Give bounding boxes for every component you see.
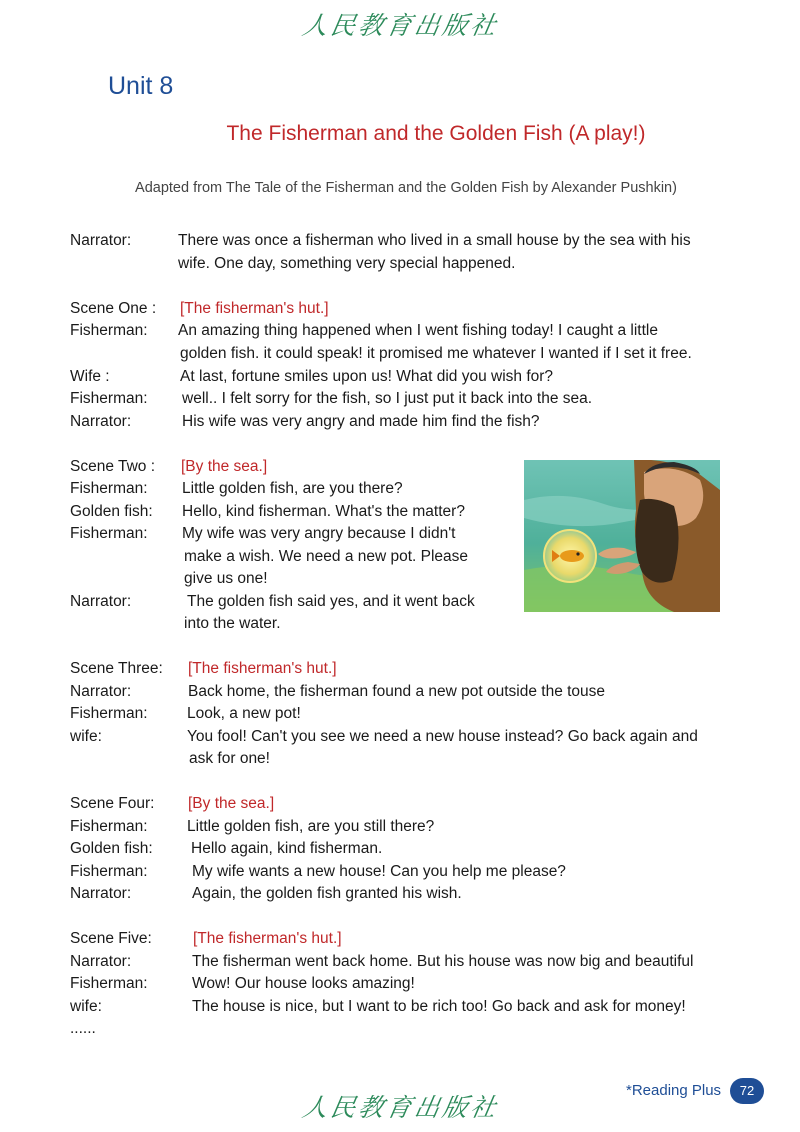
dialogue-text: There was once a fisherman who lived in a small house by the sea with his	[178, 232, 691, 249]
speaker-label: Fisherman:	[70, 863, 148, 880]
dialogue-text: well.. I felt sorry for the fish, so I just put it back into the sea.	[182, 390, 593, 407]
fisherman-illustration	[524, 460, 720, 612]
dialogue-text: An amazing thing happened when I went fishing today! I caught a little	[178, 322, 658, 339]
scene-label: Scene Four:	[70, 795, 155, 812]
dialogue-text: Wow! Our house looks amazing!	[192, 975, 415, 992]
speaker-label: ......	[70, 1020, 96, 1037]
scene-label: Scene Two :	[70, 458, 156, 475]
dialogue-text: Little golden fish, are you still there?	[187, 818, 435, 835]
speaker-label: Fisherman:	[70, 322, 148, 339]
dialogue-text: Look, a new pot!	[187, 705, 301, 722]
speaker-label: wife:	[70, 998, 102, 1015]
dialogue-text: Again, the golden fish granted his wish.	[192, 885, 462, 902]
publisher-logo-bottom	[288, 1088, 513, 1128]
speaker-label: Narrator:	[70, 683, 132, 700]
dialogue-text: ask for one!	[189, 750, 270, 767]
dialogue-text: The fisherman went back home. But his house was now big and beautiful	[192, 953, 694, 970]
stage-direction: [By the sea.]	[188, 795, 275, 812]
stage-direction: [The fisherman's hut.]	[188, 660, 337, 677]
dialogue-text: golden fish. it could speak! it promised me whatever I wanted if I set it free.	[180, 345, 692, 362]
dialogue-text: Back home, the fisherman found a new pot outside the touse	[188, 683, 606, 700]
dialogue-text: At last, fortune smiles upon us! What did you wish for?	[180, 368, 554, 385]
scene-label: Scene Three:	[70, 660, 163, 677]
dialogue-text: My wife was very angry because I didn't	[182, 525, 456, 542]
stage-direction: [By the sea.]	[181, 458, 268, 475]
dialogue-text: Little golden fish, are you there?	[182, 480, 403, 497]
dialogue-text: make a wish. We need a new pot. Please	[184, 548, 469, 565]
dialogue-text: into the water.	[184, 615, 281, 632]
play-title: The Fisherman and the Golden Fish (A play!)	[226, 122, 646, 145]
dialogue-text: His wife was very angry and made him find the fish?	[182, 413, 540, 430]
dialogue-text: My wife wants a new house! Can you help me please?	[192, 863, 566, 880]
dialogue-text: The house is nice, but I want to be rich too! Go back and ask for money!	[192, 998, 686, 1015]
stage-direction: [The fisherman's hut.]	[180, 300, 329, 317]
scene-label: Scene Five:	[70, 930, 152, 947]
publisher-logo-text: 人民教育出版社	[300, 1093, 502, 1122]
scene-label: Scene One :	[70, 300, 157, 317]
publisher-logo-top	[288, 6, 513, 46]
speaker-label: Fisherman:	[70, 975, 148, 992]
speaker-label: Fisherman:	[70, 705, 148, 722]
publisher-logo-text: 人民教育出版社	[300, 11, 502, 40]
speaker-label: Fisherman:	[70, 480, 148, 497]
speaker-label: Narrator:	[70, 953, 132, 970]
speaker-label: wife:	[70, 728, 102, 745]
speaker-label: Fisherman:	[70, 390, 148, 407]
speaker-label: Fisherman:	[70, 818, 148, 835]
speaker-label: Golden fish:	[70, 840, 153, 857]
dialogue-text: Hello, kind fisherman. What's the matter?	[182, 503, 465, 520]
dialogue-text: The golden fish said yes, and it went back	[187, 593, 475, 610]
stage-direction: [The fisherman's hut.]	[193, 930, 342, 947]
speaker-label: Narrator:	[70, 232, 132, 249]
speaker-label: Fisherman:	[70, 525, 148, 542]
play-subtitle: Adapted from The Tale of the Fisherman and the Golden Fish by Alexander Pushkin)	[135, 180, 677, 196]
dialogue-text: wife. One day, something very special happened.	[178, 255, 516, 272]
dialogue-text: give us one!	[184, 570, 268, 587]
speaker-label: Wife :	[70, 368, 110, 385]
dialogue-text: You fool! Can't you see we need a new house instead? Go back again and	[187, 728, 698, 745]
speaker-label: Narrator:	[70, 593, 132, 610]
unit-title: Unit 8	[108, 72, 174, 100]
speaker-label: Narrator:	[70, 413, 132, 430]
page-number-badge: 72	[730, 1078, 764, 1104]
speaker-label: Golden fish:	[70, 503, 153, 520]
speaker-label: Narrator:	[70, 885, 132, 902]
series-label: *Reading Plus	[626, 1082, 722, 1099]
dialogue-text: Hello again, kind fisherman.	[191, 840, 383, 857]
